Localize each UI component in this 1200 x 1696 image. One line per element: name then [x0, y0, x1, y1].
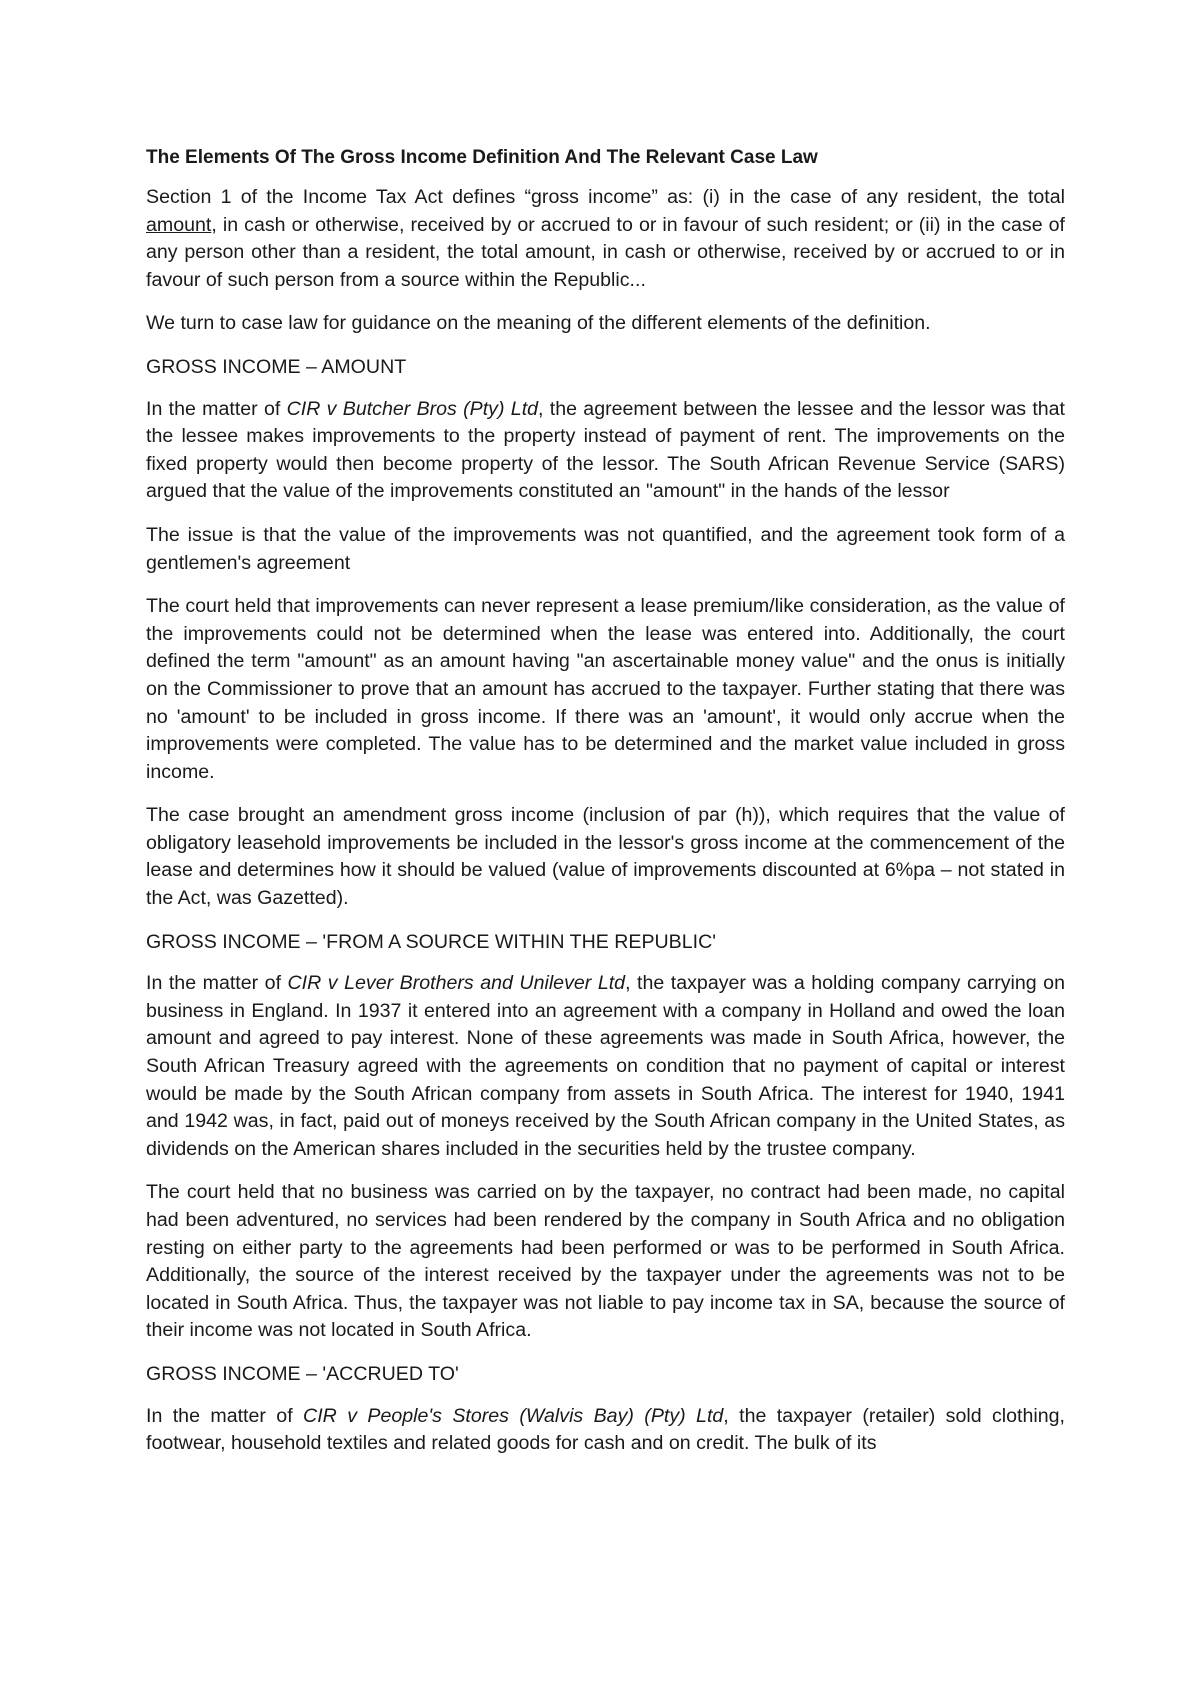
- paragraph-gross-income-definition: [146, 184, 1065, 294]
- document-title: The Elements Of The Gross Income Definition And The Relevant Case Law: [146, 147, 818, 168]
- case-name: CIR v Butcher Bros (Pty) Ltd: [286, 397, 539, 420]
- paragraph-intro: We turn to case law for guidance on the meaning of the different elements of the definition.: [146, 312, 931, 335]
- paragraph-court-held-amount: The court held that improvements can never represent a lease premium/like consideration, as the value of the improvements could not be determined when the lease was entered into. Additionally, the court defined the term "amount" as an amount having "an ascertainable money value" and the onus is initially on the Commissioner to prove that an amount has accrued to the taxpayer. Further stating that there was no 'amount' to be included in gross income. If there was an 'amount', it would only accrue when the improvements were completed. The value has to be determined and the market value included in gross income.: [146, 595, 1065, 783]
- text-run: In the matter of: [146, 972, 288, 995]
- section-heading-source: GROSS INCOME – 'FROM A SOURCE WITHIN THE REPUBLIC': [146, 930, 716, 953]
- section-heading-amount: GROSS INCOME – AMOUNT: [146, 355, 407, 378]
- case-name: CIR v People's Stores (Walvis Bay) (Pty) Ltd: [303, 1404, 724, 1427]
- text-run: , in cash or otherwise, received by or accrued to or in favour of such resident; or (ii) in the case of any person other than a resident, the total amount, in cash or otherwise, received by or accrued to or in favour of such person from a source within the Republic...: [146, 213, 1065, 291]
- text-run: , the taxpayer (retailer) sold clothing, footwear, household textiles and related goods for cash and on credit. The bulk of its: [146, 1404, 1065, 1455]
- paragraph-amendment: The case brought an amendment gross income (inclusion of par (h)), which requires that the value of obligatory leasehold improvements be included in the lessor's gross income at the commencement of the lease and determines how it should be valued (value of improvements discounted at 6%pa – not stated in the Act, was Gazetted).: [146, 804, 1065, 910]
- text-run: , the agreement between the lessee and the lessor was that the lessee makes improvements to the property instead of payment of rent. The improvements on the fixed property would then become property of the lessor. The South African Revenue Service (SARS) argued that the value of the improvements constituted an "amount" in the hands of the lessor: [146, 397, 1065, 503]
- paragraph-lever-brothers: [146, 970, 1065, 1163]
- case-name: CIR v Lever Brothers and Unilever Ltd: [287, 972, 626, 995]
- text-run: Section 1 of the Income Tax Act defines “gross income” as: (i) in the case of any resident, the total: [146, 186, 1065, 208]
- text-run: , the taxpayer was a holding company carrying on business in England. In 1937 it entered into an agreement with a company in Holland and owed the loan amount and agreed to pay interest. None of these agreements was made in South Africa, however, the South African Treasury agreed with the agreements on condition that no payment of capital or interest would be made by the South African company from assets in South Africa. The interest for 1940, 1941 and 1942 was, in fact, paid out of moneys received by the South African company in the United States, as dividends on the American shares included in the securities held by the trustee company.: [146, 972, 1065, 1160]
- paragraph-court-held-source: The court held that no business was carried on by the taxpayer, no contract had been made, no capital had been adventured, no services had been rendered by the company in South Africa and no obligation resting on either party to the agreements had been performed or was to be performed in South Africa. Additionally, the source of the interest received by the taxpayer under the agreements was not to be located in South Africa. Thus, the taxpayer was not liable to pay income tax in SA, because the source of their income was not located in South Africa.: [146, 1181, 1065, 1342]
- text-run: In the matter of: [146, 1404, 304, 1427]
- paragraph-issue: The issue is that the value of the improvements was not quantified, and the agreement took form of a gentlemen's agreement: [146, 523, 1065, 574]
- section-heading-accrued: GROSS INCOME – 'ACCRUED TO': [146, 1362, 459, 1385]
- paragraph-peoples-stores: [146, 1403, 1065, 1458]
- text-run: In the matter of: [146, 397, 287, 420]
- paragraph-butcher-bros: [146, 396, 1065, 506]
- underlined-term: amount: [146, 213, 212, 236]
